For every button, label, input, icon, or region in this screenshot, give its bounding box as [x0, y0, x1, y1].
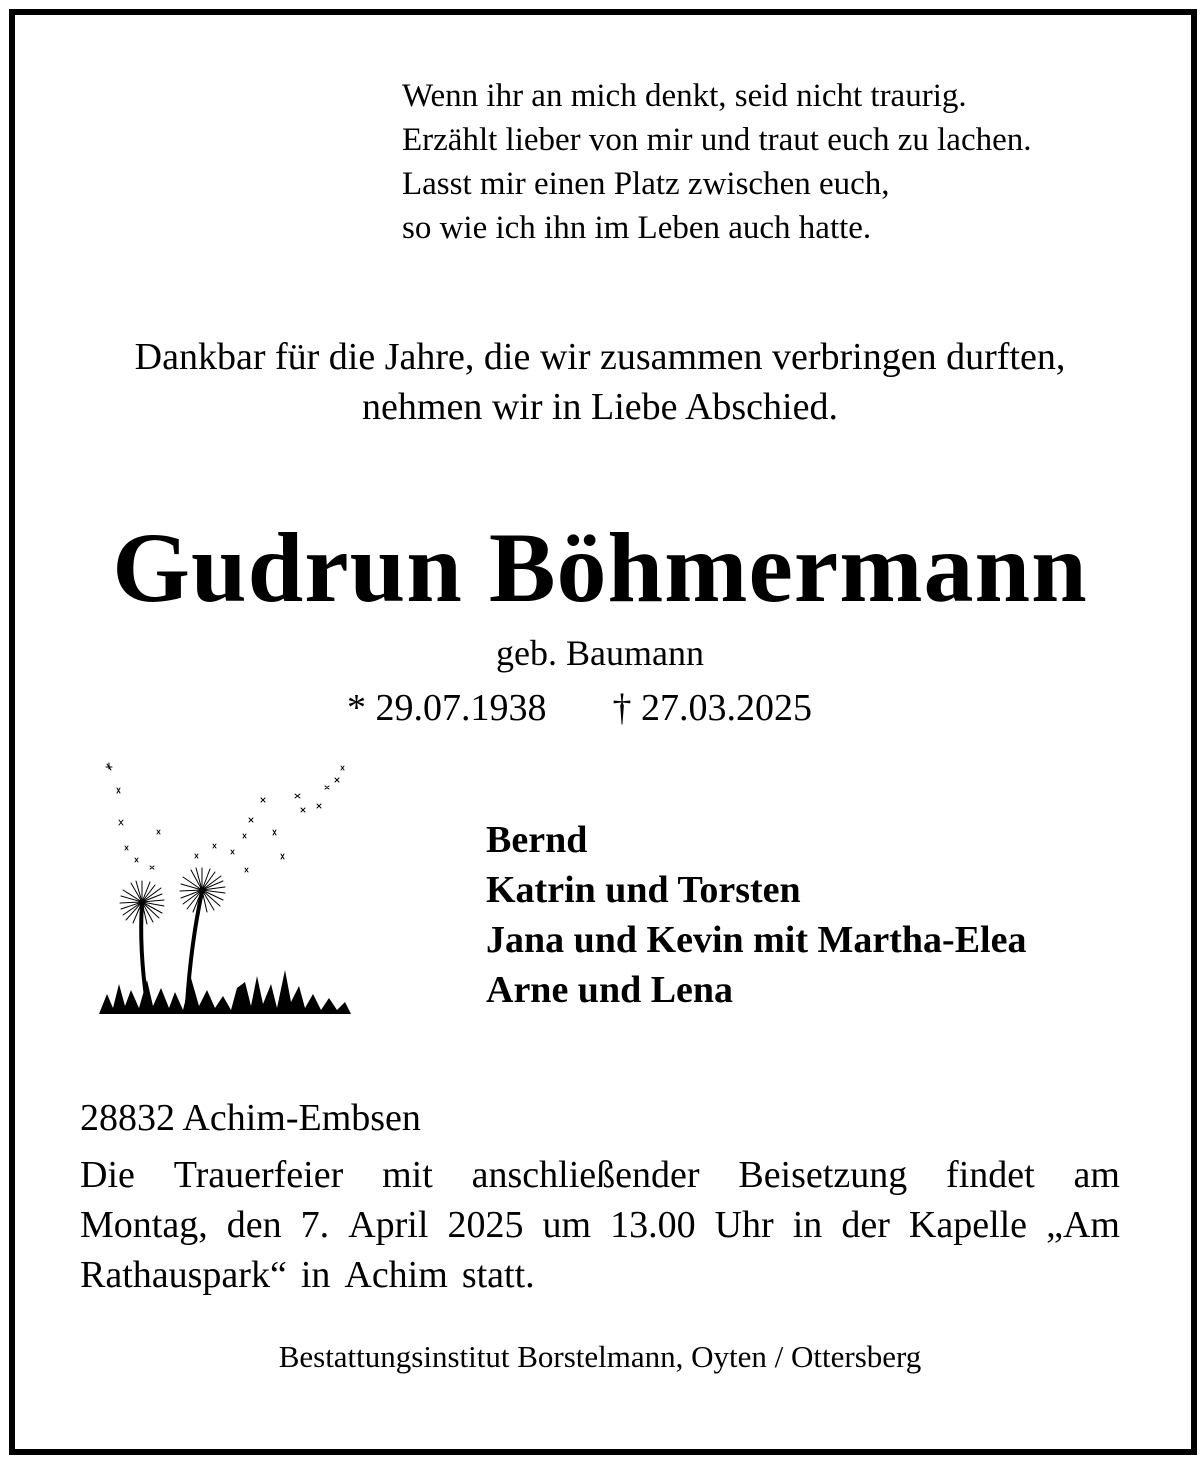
intro-text — [0, 332, 1200, 432]
word: 7. — [300, 1204, 330, 1246]
poem-line: Wenn ihr an mich denkt, seid nicht traurig. — [402, 78, 967, 114]
family-member: Arne und Lena — [486, 969, 734, 1011]
word: mit — [382, 1154, 433, 1196]
dandelion-illustration-icon — [95, 758, 360, 1020]
word: „Am — [1046, 1204, 1120, 1246]
word: Uhr — [714, 1204, 774, 1246]
funeral-home: Bestattungsinstitut Borstelmann, Oyten / Ottersberg — [278, 1339, 922, 1374]
word: am — [1073, 1154, 1120, 1196]
poem-line: so wie ich ihn im Leben auch hatte. — [402, 210, 872, 246]
place: 28832 Achim-Embsen — [80, 1097, 421, 1139]
word: Rathauspark“ — [80, 1254, 287, 1296]
word: um — [542, 1204, 592, 1246]
family-member: Bernd — [486, 819, 588, 861]
word: in — [300, 1254, 331, 1296]
word: den — [226, 1204, 282, 1246]
birth-date: * 29.07.1938 — [347, 687, 547, 729]
word: Beisetzung — [738, 1154, 908, 1196]
intro-line: nehmen wir in Liebe Abschied. — [362, 386, 838, 428]
family-members — [486, 815, 1026, 1015]
word: Trauerfeier — [173, 1154, 344, 1196]
word: Die — [80, 1154, 135, 1196]
poem-line: Lasst mir einen Platz zwischen euch, — [402, 166, 890, 202]
family-member: Katrin und Torsten — [486, 869, 801, 911]
deceased-name: Gudrun Böhmermann — [112, 512, 1088, 623]
ceremony-line — [80, 1150, 1120, 1200]
ceremony-notice — [80, 1150, 1120, 1300]
intro-line: Dankbar für die Jahre, die wir zusammen verbringen durften, — [134, 336, 1066, 378]
word: statt. — [461, 1254, 535, 1296]
poem — [402, 74, 1032, 250]
word: in — [792, 1204, 823, 1246]
word: Montag, — [80, 1204, 208, 1246]
word: der — [841, 1204, 890, 1246]
poem-line: Erzählt lieber von mir und traut euch zu lachen. — [402, 122, 1032, 158]
ceremony-line — [80, 1200, 1120, 1250]
word: 13.00 — [610, 1204, 696, 1246]
word: anschließender — [471, 1154, 700, 1196]
birth-name: geb. Baumann — [496, 633, 704, 673]
word: Achim — [344, 1254, 448, 1296]
family-member: Jana und Kevin mit Martha-Elea — [486, 919, 1027, 961]
ceremony-line — [80, 1250, 1120, 1300]
word: findet — [946, 1154, 1035, 1196]
death-date: † 27.03.2025 — [612, 687, 812, 729]
word: Kapelle — [908, 1204, 1028, 1246]
life-dates — [347, 680, 812, 736]
word: 2025 — [447, 1204, 524, 1246]
word: April — [348, 1204, 429, 1246]
